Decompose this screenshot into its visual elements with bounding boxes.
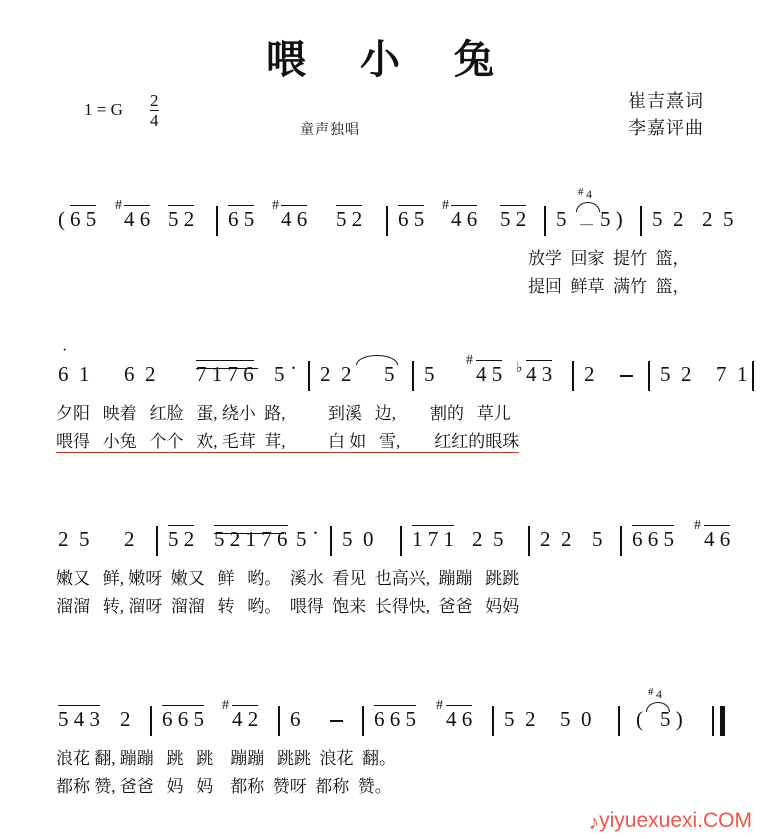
sharp-accidental-icon: #: [115, 198, 122, 213]
note-token: 4 6: [124, 207, 151, 231]
note-token: 5: [592, 527, 603, 551]
lyric-row-1-verse-1: [0, 244, 760, 272]
note-token: 5 2: [652, 207, 684, 231]
note-token: 5 4 3: [58, 707, 100, 731]
note-token: 7 1: [716, 362, 748, 386]
barline: [156, 526, 158, 556]
note-token: 6 1: [58, 362, 90, 386]
note-token: 6: [290, 707, 301, 731]
note-token: 5: [556, 207, 567, 231]
note-token: 5 2: [168, 527, 195, 551]
lyric-row-2-verse-2: [0, 427, 760, 455]
lyric-line: 放学 回家 提竹 篮，: [528, 249, 690, 268]
barline: [386, 206, 388, 236]
note-token: 6 6 5: [374, 707, 416, 731]
grace-sharp-icon: #: [648, 686, 654, 698]
note-token: 4 6: [451, 207, 478, 231]
time-signature-denominator: 4: [150, 110, 159, 130]
key-signature-text: 1 = G: [84, 100, 123, 119]
tie-dash: [620, 375, 633, 377]
note-token: 5 0: [342, 527, 374, 551]
credits: [628, 88, 704, 142]
barline: [712, 706, 714, 736]
lyric-row-4-verse-2: [0, 772, 760, 800]
barline: [412, 361, 414, 391]
note-token: 5 2: [168, 207, 195, 231]
note-token: 2 5: [702, 207, 734, 231]
music-system-4: [0, 686, 760, 800]
lyric-row-3-verse-1: [0, 564, 760, 592]
performance-note: 童声独唱: [300, 123, 360, 138]
note-token: 2 2: [540, 527, 572, 551]
barline: [400, 526, 402, 556]
lyric-line: 嫩又 鲜, 嫩呀 嫩又 鲜 哟。 溪水 看见 也高兴, 蹦蹦 跳跳: [56, 569, 520, 588]
flat-accidental-icon: ♭: [516, 361, 523, 376]
note-token: 2: [120, 707, 131, 731]
note-token: 5 2: [660, 362, 692, 386]
barline: [648, 361, 650, 391]
barline: [618, 706, 620, 736]
sharp-accidental-icon: #: [222, 698, 229, 713]
augmentation-dot-icon: ·: [290, 356, 297, 380]
lyricist-credit: 崔吉熹词: [628, 91, 704, 111]
barline: [640, 206, 642, 236]
octave-dot-icon: ·: [62, 342, 68, 359]
barline: [362, 706, 364, 736]
lyric-line: 都称 赞, 爸爸 妈 妈 都称 赞呀 都称 赞。: [56, 777, 392, 796]
lyric-row-4-verse-1: [0, 744, 760, 772]
slur-icon: [356, 355, 398, 365]
sharp-accidental-icon: #: [466, 353, 473, 368]
barline: [544, 206, 546, 236]
note-token: 6 6 5: [162, 707, 204, 731]
note-token: 4 6: [281, 207, 308, 231]
barline: [528, 526, 530, 556]
note-token: (: [636, 707, 643, 731]
grace-note-icon: 4: [656, 687, 662, 701]
grace-sharp-icon: #: [578, 186, 584, 198]
lyric-row-1-verse-2: [0, 272, 760, 300]
music-system-2: [0, 342, 760, 455]
time-signature: [150, 92, 159, 130]
note-token: 4 2: [232, 707, 259, 731]
barline: [572, 361, 574, 391]
key-signature: [84, 100, 123, 120]
lyric-line: 溜溜 转, 溜呀 溜溜 转 哟。 喂得 饱来 长得快, 爸爸 妈妈: [56, 597, 520, 616]
beam-line: [214, 533, 284, 534]
lyric-line: 夕阳 映着 红脸 蛋, 绕小 路, 到溪 边, 割的 草儿: [56, 404, 511, 423]
note-token: 2: [584, 362, 595, 386]
note-token: (: [58, 207, 65, 231]
lyric-row-3-verse-2: [0, 592, 760, 620]
watermark-mark-icon: ♪: [588, 811, 600, 834]
notation-row-2: [0, 342, 760, 399]
note-token: 6 6 5: [632, 527, 674, 551]
notation-row-3: [0, 510, 760, 564]
note-token: 2 5: [58, 527, 90, 551]
note-token: 7 1 7 6: [196, 362, 254, 386]
note-token: 4 6: [704, 527, 731, 551]
lyric-row-2-verse-1: [0, 399, 760, 427]
watermark-text: yiyuexuexi.COM: [599, 809, 752, 832]
note-token: 5: [424, 362, 435, 386]
final-barline: [720, 706, 725, 736]
notation-row-4: [0, 686, 760, 744]
note-token: 6 2: [124, 362, 156, 386]
composer-credit: 李嘉评曲: [628, 118, 704, 138]
sharp-accidental-icon: #: [694, 518, 701, 533]
note-token: 6 5: [70, 207, 97, 231]
barline: [216, 206, 218, 236]
note-token: 1 7 1: [412, 527, 454, 551]
grace-note-token: —: [580, 216, 593, 231]
note-token: 5 ): [600, 207, 623, 231]
grace-note-icon: 4: [586, 187, 592, 201]
note-token: 5 2 1 7 6: [214, 527, 288, 551]
sharp-accidental-icon: #: [272, 198, 279, 213]
barline: [330, 526, 332, 556]
barline: [492, 706, 494, 736]
note-token: 5 2: [500, 207, 527, 231]
tie-dash: [330, 720, 343, 722]
lyric-line: 提回 鲜草 满竹 篮，: [528, 277, 690, 296]
beam-line: [196, 368, 258, 369]
augmentation-dot-icon: ·: [312, 521, 319, 545]
note-token: 5 ): [660, 707, 683, 731]
barline: [150, 706, 152, 736]
note-token: 5: [274, 362, 285, 386]
lyric-line: 浪花 翻, 蹦蹦 跳 跳 蹦蹦 跳跳 浪花 翻。: [56, 749, 396, 768]
barline: [752, 361, 754, 391]
note-token: 2: [124, 527, 135, 551]
note-token: 4 5: [476, 362, 503, 386]
sharp-accidental-icon: #: [436, 698, 443, 713]
barline: [278, 706, 280, 736]
note-token: 5 0: [560, 707, 592, 731]
sharp-accidental-icon: #: [442, 198, 449, 213]
time-signature-numerator: 2: [150, 91, 159, 110]
site-watermark: [589, 809, 752, 833]
lyric-line: 喂得 小兔 个个 欢, 毛茸 茸, 白 如 雪, 红红的眼珠: [56, 427, 519, 453]
barline: [620, 526, 622, 556]
notation-row-1: [0, 186, 760, 244]
music-system-3: [0, 510, 760, 620]
note-token: 5: [384, 362, 395, 386]
note-token: 5: [296, 527, 307, 551]
note-token: 4 3: [526, 362, 553, 386]
barline: [308, 361, 310, 391]
note-token: 6 5: [398, 207, 425, 231]
note-token: 6 5: [228, 207, 255, 231]
note-token: 5 2: [504, 707, 536, 731]
note-token: 4 6: [446, 707, 473, 731]
note-token: 2 2: [320, 362, 352, 386]
note-token: 2 5: [472, 527, 504, 551]
music-system-1: [0, 186, 760, 300]
slur-icon: [576, 202, 600, 212]
note-token: 5 2: [336, 207, 363, 231]
page-title: 喂 小 兔: [266, 37, 516, 82]
